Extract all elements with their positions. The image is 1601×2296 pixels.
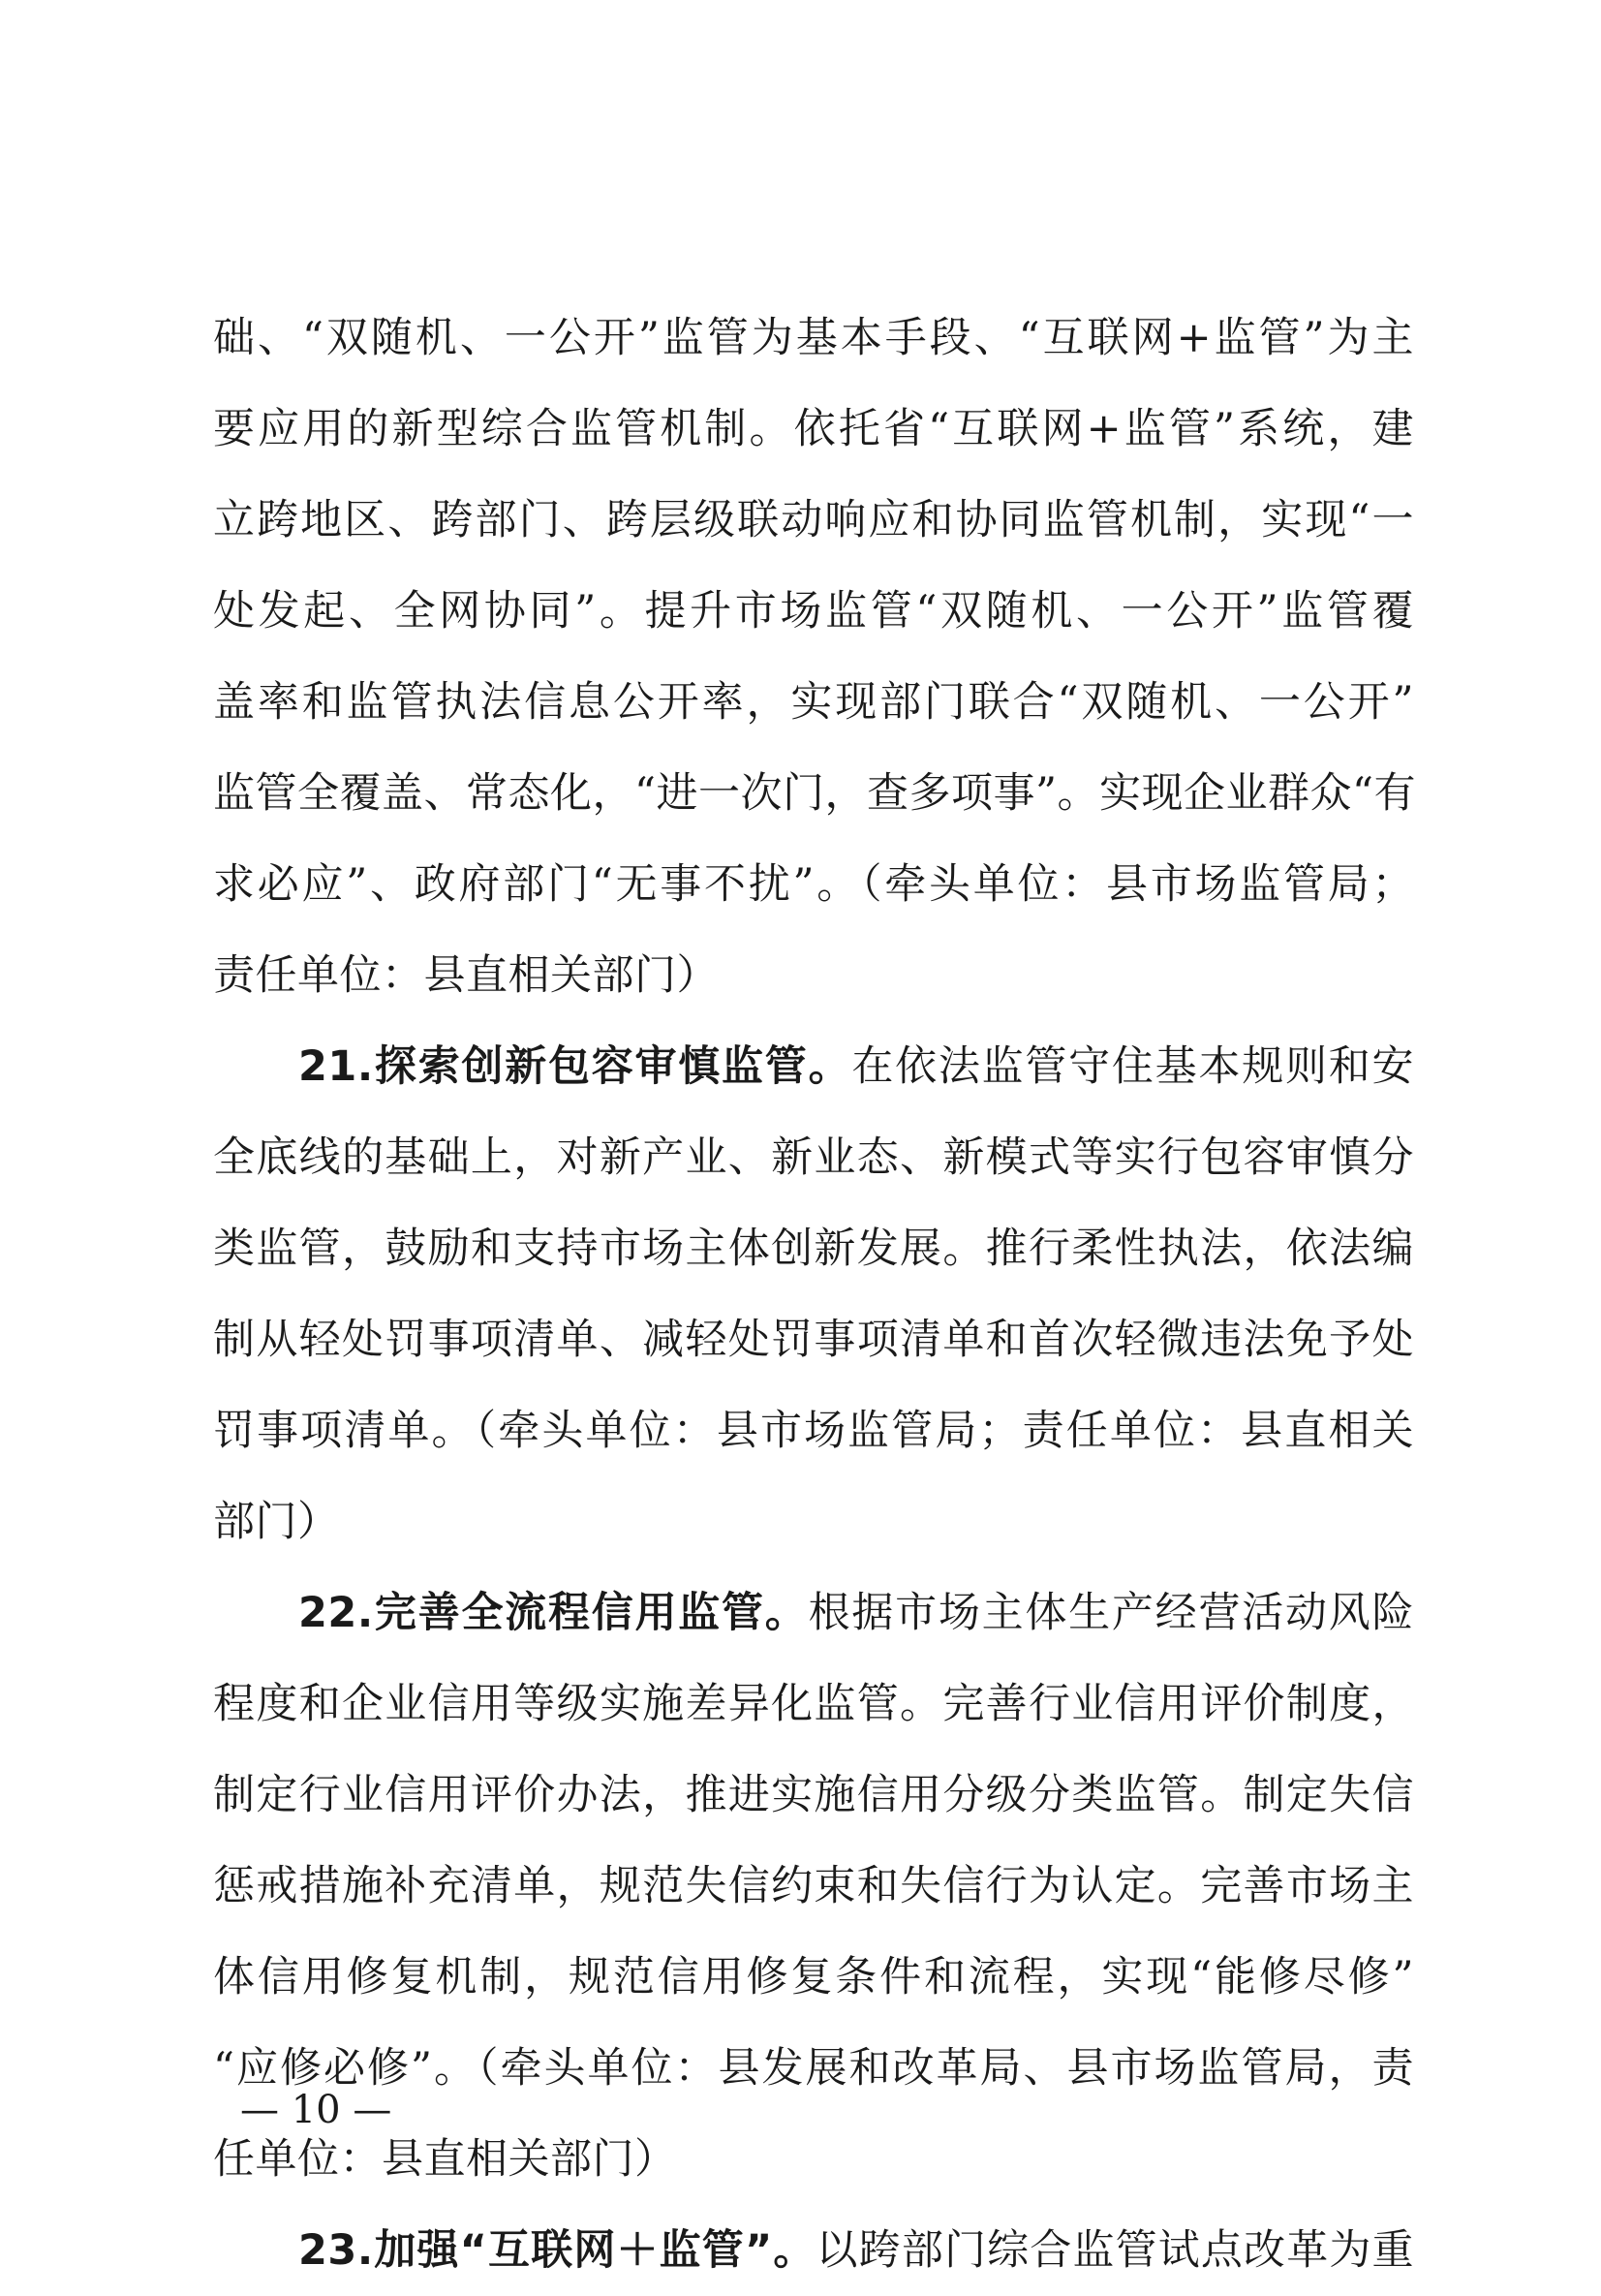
text-line: 制从轻处罚事项清单、减轻处罚事项清单和首次轻微违法免予处 <box>213 1316 1414 1364</box>
item-23-heading: 23.加强“互联网＋监管”。 <box>298 2226 816 2275</box>
text-line: 程度和企业信用等级实施差异化监管。完善行业信用评价制度， <box>213 1680 1414 1728</box>
item-23-first-line <box>213 2205 1414 2296</box>
text-line: 监管全覆盖、常态化，“进一次门，查多项事”。实现企业群众“有 <box>213 769 1416 818</box>
text-line: 处发起、全网协同”。提升市场监管“双随机、一公开”监管覆 <box>213 587 1414 636</box>
item-22-first-line-text: 根据市场主体生产经营活动风险 <box>808 1589 1414 1637</box>
text-line: 责任单位：县直相关部门） <box>213 951 719 1000</box>
text-line: 惩戒措施补充清单，规范失信约束和失信行为认定。完善市场主 <box>213 1862 1414 1910</box>
text-line: 全底线的基础上，对新产业、新业态、新模式等实行包容审慎分 <box>213 1133 1414 1182</box>
text-line: 制定行业信用评价办法，推进实施信用分级分类监管。制定失信 <box>213 1771 1414 1819</box>
text-line: 部门） <box>213 1498 340 1546</box>
item-23-first-line-text: 以跨部门综合监管试点改革为重 <box>816 2226 1415 2275</box>
item-21-first-line-text: 在依法监管守住基本规则和安 <box>851 1042 1414 1091</box>
text-line: “应修必修”。（牵头单位：县发展和改革局、县市场监管局，责 <box>213 2044 1414 2093</box>
item-22-heading: 22.完善全流程信用监管。 <box>298 1589 809 1637</box>
text-line: 盖率和监管执法信息公开率，实现部门联合“双随机、一公开” <box>213 678 1414 727</box>
item-21-first-line <box>213 1021 1414 1112</box>
page-number: — 10 — <box>240 2088 392 2132</box>
text-line: 罚事项清单。（牵头单位：县市场监管局；责任单位：县直相关 <box>213 1407 1414 1455</box>
document-body <box>213 293 1414 2296</box>
text-line: 础、“双随机、一公开”监管为基本手段、“互联网+监管”为主 <box>213 314 1414 362</box>
text-line: 任单位：县直相关部门） <box>213 2135 677 2184</box>
text-line: 体信用修复机制，规范信用修复条件和流程，实现“能修尽修” <box>213 1953 1414 2001</box>
text-line: 求必应”、政府部门“无事不扰”。（牵头单位：县市场监管局； <box>213 860 1414 909</box>
text-line: 立跨地区、跨部门、跨层级联动响应和协同监管机制，实现“一 <box>213 496 1414 544</box>
item-22-first-line <box>213 1567 1414 1659</box>
text-line: 要应用的新型综合监管机制。依托省“互联网+监管”系统，建 <box>213 405 1414 453</box>
item-21-heading: 21.探索创新包容审慎监管。 <box>298 1042 852 1091</box>
text-line: 类监管，鼓励和支持市场主体创新发展。推行柔性执法，依法编 <box>213 1225 1414 1273</box>
